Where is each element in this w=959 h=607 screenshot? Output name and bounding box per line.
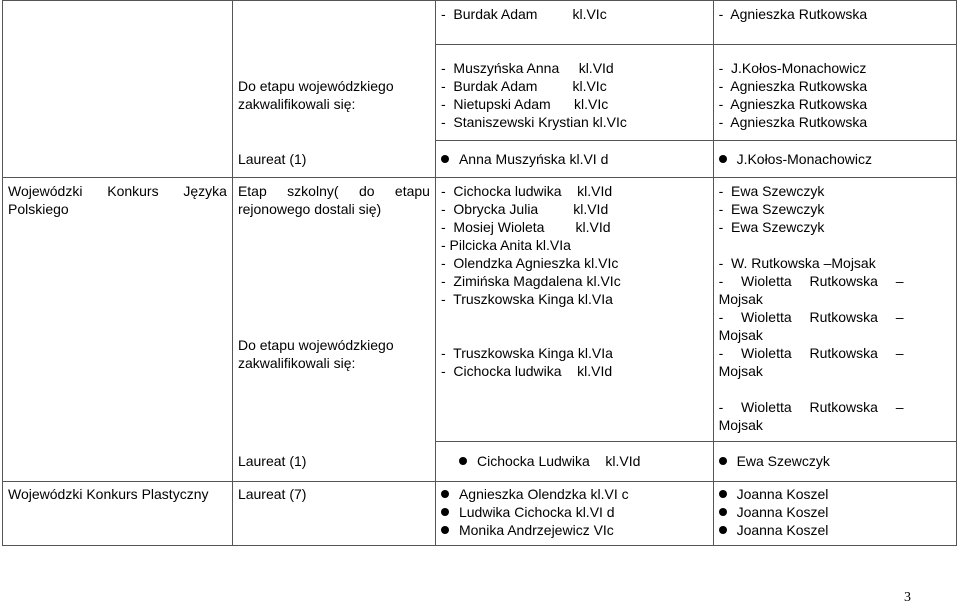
stage-cell (232, 442, 435, 482)
list-item (719, 150, 951, 168)
stage-cell (232, 178, 435, 442)
list-item: - Agnieszka Rutkowska (718, 96, 868, 112)
student-name: Ludwika Cichocka kl.VI d (458, 504, 615, 520)
competition-cell (3, 482, 233, 546)
teachers-cell (713, 141, 956, 178)
list-item: - Cichocka ludwika kl.VId (440, 363, 613, 379)
competition-cell (3, 141, 233, 178)
laureate-label: Laureat (7) (237, 486, 307, 502)
list-item: - Agnieszka Rutkowska (718, 78, 868, 94)
teacher-name: Joanna Koszel (736, 504, 829, 520)
list-item (719, 452, 951, 470)
teachers-cell (713, 442, 956, 482)
list-item: - W. Rutkowska –Mojsak (718, 255, 876, 271)
list-item: - Nietupski Adam kl.VIc (440, 96, 609, 112)
list-item: - Wioletta Rutkowska – Mojsak (718, 273, 904, 307)
student-name: Agnieszka Olendzka kl.VI c (458, 486, 629, 502)
list-item: - Staniszewski Krystian kl.VIc (440, 114, 627, 130)
competition-cell (3, 178, 233, 442)
list-item: - Cichocka ludwika kl.VId (440, 183, 613, 199)
stage-label: Do etapu wojewódzkiego zakwalifikowali się: (237, 77, 394, 112)
list-item: - Ewa Szewczyk (718, 183, 825, 199)
stage-cell (232, 45, 435, 141)
bullet-icon (459, 457, 467, 465)
competition-cell (3, 1, 233, 45)
students-cell (435, 141, 713, 178)
list-item (719, 485, 951, 503)
list-item (719, 236, 904, 254)
bullet-icon (719, 526, 727, 534)
list-item: - Ewa Szewczyk (718, 201, 825, 217)
list-item (719, 521, 951, 539)
competition-cell (3, 442, 233, 482)
teachers-cell (713, 178, 956, 442)
teachers-cell (713, 45, 956, 141)
competition-name: Wojewódzki Konkurs Języka Polskiego (8, 183, 227, 217)
bullet-icon (441, 526, 449, 534)
list-item (441, 485, 708, 503)
stage-cell (232, 141, 435, 178)
teacher-name: Joanna Koszel (736, 522, 829, 538)
table-row (3, 1, 957, 45)
bullet-icon (441, 490, 449, 498)
results-table (2, 0, 957, 546)
student-name: Anna Muszyńska kl.VI d (458, 151, 609, 167)
bullet-icon (719, 155, 727, 163)
bullet-icon (441, 155, 449, 163)
list-item: - Truszkowska Kinga kl.VIa (440, 345, 613, 361)
stage-cell (232, 482, 435, 546)
table-row (3, 45, 957, 141)
list-item: - Agnieszka Rutkowska (718, 6, 868, 22)
students-cell (435, 442, 713, 482)
students-cell (435, 178, 713, 442)
list-item: - Zimińska Magdalena kl.VIc (440, 273, 621, 289)
list-item: - Burdak Adam kl.VIc (440, 6, 607, 22)
teacher-name: J.Kołos-Monachowicz (736, 151, 872, 167)
list-item: - Wioletta Rutkowska – Mojsak (718, 399, 904, 433)
list-item: - Wioletta Rutkowska – Mojsak (718, 309, 904, 343)
student-name: Monika Andrzejewicz VIc (458, 522, 614, 538)
teacher-name: Ewa Szewczyk (736, 453, 830, 469)
list-item: - Olendzka Agnieszka kl.VIc (440, 255, 619, 271)
stage-label: Do etapu wojewódzkiego zakwalifikowali się: (237, 337, 394, 371)
students-cell (435, 1, 713, 45)
competition-name: Wojewódzki Konkurs Plastyczny (8, 486, 209, 502)
list-item (441, 150, 708, 168)
stage-label: Etap szkolny( do etapu rejonowego dostali się) (237, 183, 430, 217)
bullet-icon (719, 508, 727, 516)
list-item: - Pilcicka Anita kl.VIa (440, 237, 571, 253)
list-item: - Muszyńska Anna kl.VId (440, 60, 614, 76)
bullet-icon (441, 508, 449, 516)
list-item (719, 503, 951, 521)
page-number: 3 (904, 590, 911, 605)
list-item (441, 452, 708, 470)
table-row (3, 442, 957, 482)
table-row (3, 482, 957, 546)
list-item: - Mosiej Wioleta kl.VId (440, 219, 611, 235)
list-item: - Wioletta Rutkowska – Mojsak (718, 345, 904, 379)
students-cell (435, 45, 713, 141)
students-cell (435, 482, 713, 546)
competition-cell (3, 45, 233, 141)
list-item: - Ewa Szewczyk (718, 219, 825, 235)
list-item (441, 521, 708, 539)
teachers-cell (713, 482, 956, 546)
bullet-icon (719, 457, 727, 465)
list-item (441, 503, 708, 521)
laureate-label: Laureat (1) (237, 452, 307, 469)
student-name: Cichocka Ludwika kl.VId (476, 453, 641, 469)
bullet-icon (719, 490, 727, 498)
teachers-cell (713, 1, 956, 45)
list-item: - J.Kołos-Monachowicz (718, 60, 867, 76)
table-row (3, 178, 957, 442)
laureate-label: Laureat (1) (237, 150, 307, 167)
list-item: - Burdak Adam kl.VIc (440, 78, 607, 94)
teacher-name: Joanna Koszel (736, 486, 829, 502)
list-item: - Truszkowska Kinga kl.VIa (440, 291, 613, 307)
list-item: - Agnieszka Rutkowska (718, 114, 868, 130)
list-item: - Obrycka Julia kl.VId (440, 201, 609, 217)
table-row (3, 141, 957, 178)
